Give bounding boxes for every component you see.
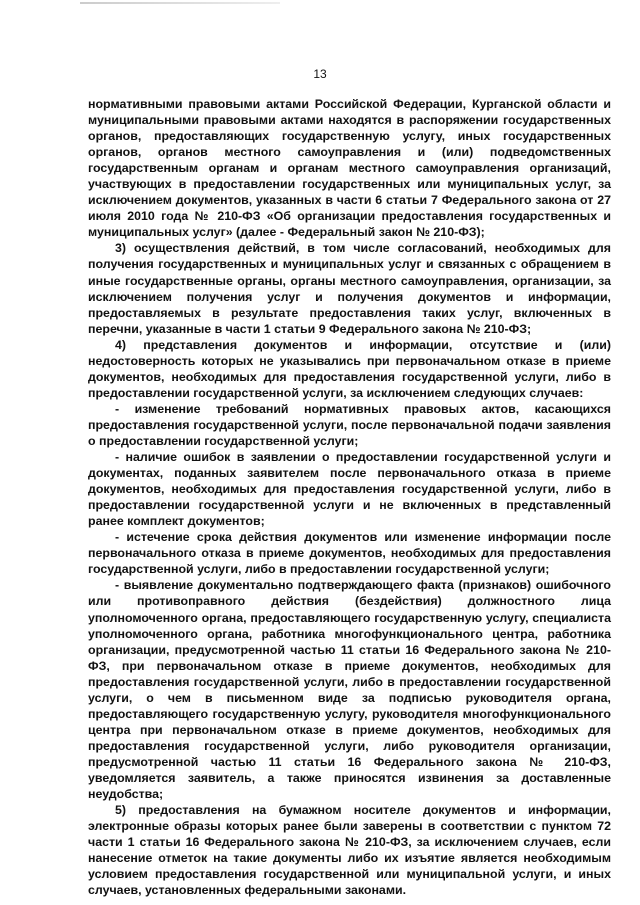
page-number: 13 [313, 67, 327, 81]
list-item: - выявление документально подтверждающего факта (признаков) ошибочного или противоправного действия (бездействия) должностного лица уполномоченного органа, предоставляющего государственную услугу, специалиста уполномоченного органа, работника многофункционального центра, работника организации, предусмотренной частью 11 статьи 16 Федерального закона № 210-ФЗ, при первоначальном отказе в приеме документов, необходимых для предоставления государственной услуги, либо в предоставлении государственной услуги, о чем в письменном виде за подписью руководителя органа, предоставляющего государственную услугу, руководителя многофункционального центра при первоначальном отказе в приеме документов, необходимых для предоставления государственной услуги, либо руководителя организации, предусмотренной частью 11 статьи 16 Федерального закона № 210-ФЗ, уведомляется заявитель, а также приносятся извинения за доставленные неудобства; [88, 578, 611, 802]
list-item: - изменение требований нормативных правовых актов, касающихся предоставления государственной услуги, после первоначальной подачи заявления о предоставлении государственной услуги; [88, 401, 611, 448]
paragraph: нормативными правовыми актами Российской Федерации, Курганской области и муниципальными правовыми актами находятся в распоряжении государственных органов, предоставляющих государственную услугу, иных государственных органов, органов местного самоуправления и (или) подведомственных государственным органам и органам местного самоуправления организаций, участвующих в предоставлении государственных или муниципальных услуг, за исключением документов, указанных в части 6 статьи 7 Федерального закона от 27 июля 2010 года № 210-ФЗ «Об организации предоставления государственных и муниципальных услуг» (далее - Федеральный закон № 210-ФЗ); [88, 97, 611, 240]
document-body [88, 96, 611, 898]
paragraph: 3) осуществления действий, в том числе согласований, необходимых для получения государственных и муниципальных услуг и связанных с обращением в иные государственные органы, органы местного самоуправления, организации, за исключением получения услуг и получения документов и информации, предоставляемых в результате предоставления таких услуг, включенных в перечни, указанные в части 1 статьи 9 Федерального закона № 210-ФЗ; [88, 241, 611, 336]
scan-artifact [80, 2, 280, 4]
paragraph: 5) предоставления на бумажном носителе документов и информации, электронные образы которых ранее были заверены в соответствии с пунктом 72 части 1 статьи 16 Федерального закона № 210-ФЗ, за исключением случаев, если нанесение отметок на такие документы либо их изъятие является необходимым условием предоставления государственной или муниципальной услуги, и иных случаев, установленных федеральными законами. [88, 803, 611, 898]
paragraph: 4) представления документов и информации, отсутствие и (или) недостоверность которых не указывались при первоначальном отказе в приеме документов, необходимых для предоставления государственной услуги, либо в предоставлении государственной услуги, за исключением следующих случаев: [88, 337, 611, 400]
list-item: - истечение срока действия документов или изменение информации после первоначального отказа в приеме документов, необходимых для предоставления государственной услуги, либо в предоставлении государственной услуги; [88, 530, 611, 577]
list-item: - наличие ошибок в заявлении о предоставлении государственной услуги и документах, поданных заявителем после первоначального отказа в приеме документов, необходимых для предоставления государственной услуги, либо в предоставлении государственной услуги и не включенных в представленный ранее комплект документов; [88, 450, 611, 529]
